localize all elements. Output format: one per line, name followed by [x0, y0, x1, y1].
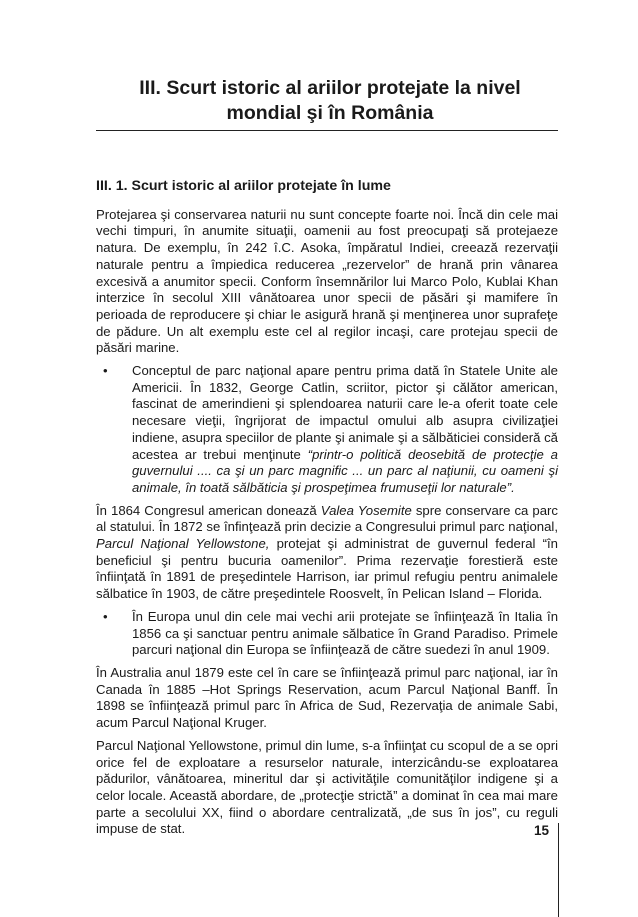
bullet-text — [132, 363, 558, 497]
bullet-item-national-park — [96, 363, 558, 497]
paragraph-usa-part-1: În 1864 Congresul american donează — [96, 502, 321, 518]
bullet-icon: • — [103, 608, 108, 624]
page-body — [96, 178, 558, 844]
bullet-icon: • — [103, 363, 108, 379]
chapter-title-line-2: mondial şi în România — [226, 102, 434, 124]
paragraph-usa-part-3: protejat şi administrat de guvernul federal “în beneficiul şi pentru bucuria oamenilor”. Prima rezervaţie forestieră este înfiinţată în 1891 de preşedintele Harrison, iar primul refugiu pentru animalele sălbatice în 1903, de către preşedintele Roosvelt, în Pelican Island – Florida. — [96, 536, 558, 602]
catlin-quote: “printr-o politică deosebită de protecţie a guvernului .... ca şi un parc magnific ... un parc al naţiunii, cu oameni şi animale, în toată sălbăticia şi prospeţimea frumuseţii lor naturale”. — [132, 446, 558, 495]
chapter-title — [120, 76, 540, 126]
paragraph-intro: Protejarea şi conservarea naturii nu sunt concepte foarte noi. Încă din cele mai vechi timpuri, în anumite situaţii, oamenii au fost preocupaţi să protejaeze natura. De exemplu, în 242 î.C. Asoka, împăratul Indiei, creează rezervaţii naturale pentru a împiedica reducerea „rezervelor” de hrană prin vânarea excesivă a anumitor specii. Conform însemnărilor lui Marco Polo, Kublai Khan interzice în secolul XIII vânătoarea unor specii de păsări şi mamifere în perioada de reproducere şi chiar le asigură hrană şi menţinerea unor suprafeţe de pădure. Un alt exemplu este cel al regilor incaşi, care protejau specii de păsări marine. — [96, 206, 558, 356]
chapter-title-line-1: III. Scurt istoric al ariilor protejate la nivel — [139, 77, 521, 99]
page-number: 15 — [534, 823, 550, 838]
page-margin-line — [558, 823, 559, 917]
bullet-text-body: Conceptul de parc naţional apare pentru prima dată în Statele Unite ale Americii. În 1832, George Catlin, scriitor, pictor şi călător american, fascinat de amerindieni şi splendoarea naturii care le-a oferit toate cele necesare vieţii, îngrijorat de impactul omului alb asupra civilizaţiei indiene, asupra speciilor de plante şi animale şi a sălbăticiei consideră că acestea ar trebui menţinute — [132, 363, 558, 462]
bullet-text: În Europa unul din cele mai vechi arii protejate se înfiinţează în Italia în 1856 ca şi sanctuar pentru animale sălbatice în Grand Paradiso. Primele parcuri naţional din Europa se înfiinţează de către suedezi în anul 1909. — [132, 608, 558, 658]
yosemite-name: Valea Yosemite — [320, 502, 412, 518]
bullet-item-europe — [96, 609, 558, 659]
paragraph-yellowstone: Parcul Naţional Yellowstone, primul din lume, s-a înfiinţat cu scopul de a se opri orice fel de exploatare a resurselor naturale, interzicându-se exploatarea pădurilor, vânătoarea, mineritul dar şi activităţile comunităţilor indigene şi a celor locale. Această abordare, de „protecţie strictă” a dominat în cea mai mare parte a secolului XX, fiind o abordare centralizată, „de sus în jos”, cu reguli impuse de stat. — [96, 737, 558, 837]
title-underline — [96, 130, 558, 131]
section-heading: III. 1. Scurt istoric al ariilor protejate în lume — [96, 178, 391, 194]
yellowstone-name: Parcul Naţional Yellowstone, — [96, 536, 270, 552]
paragraph-usa-part-2: spre conservare ca parc al statului. În 1872 se înfinţează prin decizie a Congresului primul parc naţional, — [96, 502, 558, 535]
paragraph-australia: În Australia anul 1879 este cel în care se înfiinţează primul parc naţional, iar în Canada în 1885 –Hot Springs Reservation, acum Parcul Naţional Banff. În 1898 se înfiinţează primul parc în Africa de Sud, Rezervaţia de animale Sabi, acum Parcul Naţional Kruger. — [96, 664, 558, 731]
paragraph-usa — [96, 503, 558, 603]
